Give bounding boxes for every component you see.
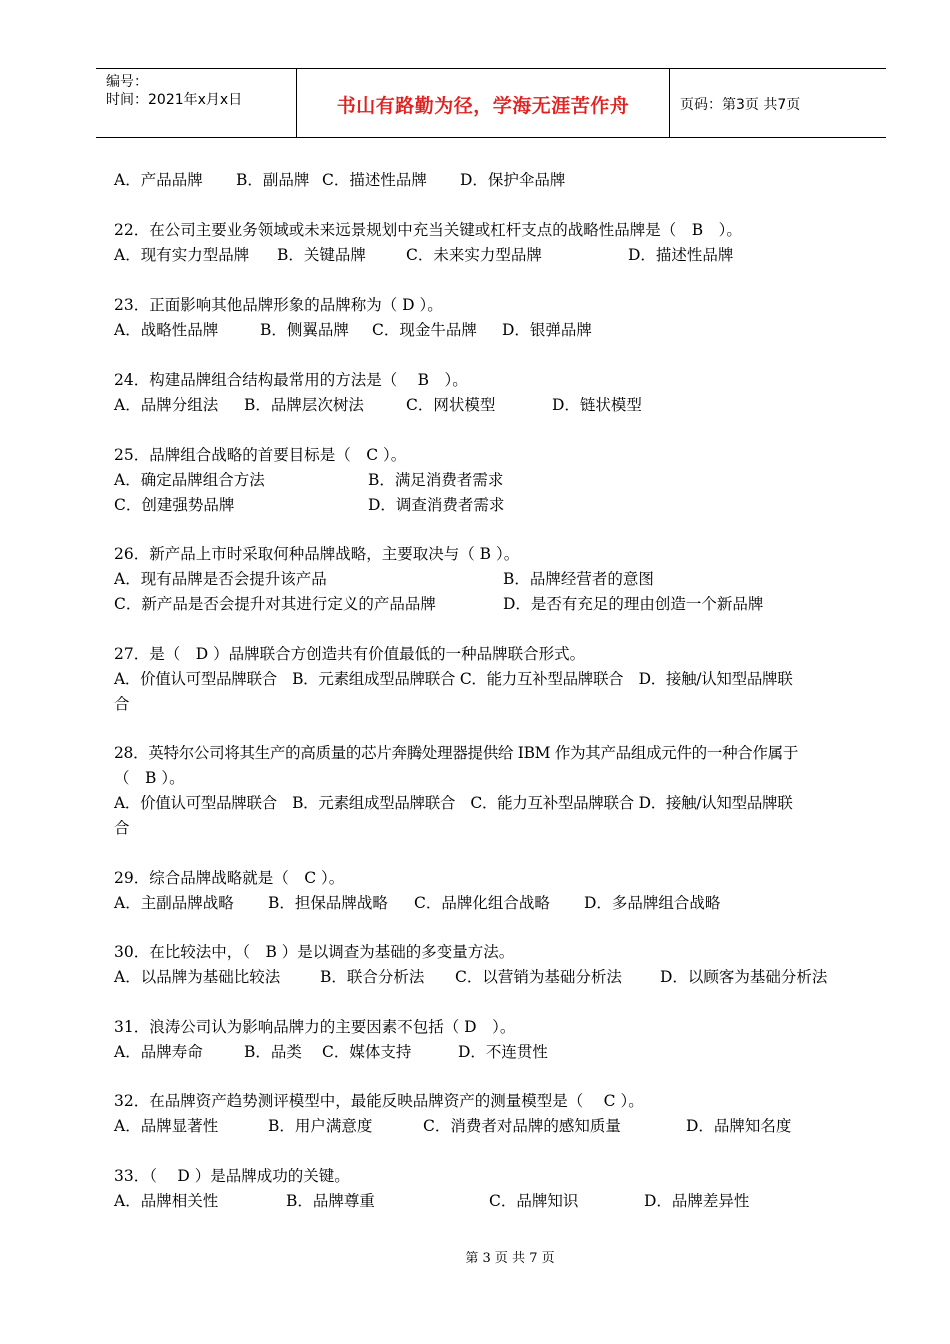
q22-option-d: D．描述性品牌 [628, 246, 734, 264]
q23-option-c: C．现金牛品牌 [372, 321, 477, 339]
q26-stem: 26．新产品上市时采取何种品牌战略，主要取决与（ B ）。 [114, 545, 520, 563]
q26-option-c: C．新产品是否会提升对其进行定义的产品品牌 [114, 595, 436, 613]
q33-option-d: D．品牌差异性 [644, 1192, 750, 1210]
q24-option-d: D．链状模型 [552, 396, 642, 414]
q29-option-c: C．品牌化组合战略 [414, 894, 550, 912]
q29-option-b: B．担保品牌战略 [268, 894, 388, 912]
q31-option-b: B．品类 [244, 1043, 302, 1061]
q29-option-d: D．多品牌组合战略 [584, 894, 721, 912]
q31-option-a: A．品牌寿命 [114, 1043, 203, 1061]
q28-stem: 28．英特尔公司将其生产的高质量的芯片奔腾处理器提供给 IBM 作为其产品组成元件的一种合作属于 [114, 744, 799, 762]
header-page-cell [668, 69, 886, 137]
serial-label: 编号： [106, 74, 148, 90]
q24-option-a: A．品牌分组法 [114, 396, 219, 414]
q31-stem: 31．浪涛公司认为影响品牌力的主要因素不包括（ D ）。 [114, 1018, 516, 1036]
q22-option-b: B．关键品牌 [277, 246, 366, 264]
q24-option-b: B．品牌层次树法 [244, 396, 364, 414]
q26-option-d: D．是否有充足的理由创造一个新品牌 [503, 595, 764, 613]
q24-stem: 24．构建品牌组合结构最常用的方法是（ B ）。 [114, 371, 468, 389]
q22-option-a: A．现有实力型品牌 [114, 246, 250, 264]
q31-option-c: C．媒体支持 [322, 1043, 412, 1061]
q28-options: A．价值认可型品牌联合 B．元素组成型品牌联合 C．能力互补型品牌联合 D．接触/认知型品牌联 [114, 794, 793, 812]
header-motto: 书山有路勤为径，学海无涯苦作舟 [336, 95, 630, 117]
q30-option-d: D．以顾客为基础分析法 [660, 968, 828, 986]
q26-option-a: A．现有品牌是否会提升该产品 [114, 570, 327, 588]
q33-option-b: B．品牌尊重 [286, 1192, 375, 1210]
q30-option-a: A．以品牌为基础比较法 [114, 968, 281, 986]
q29-option-a: A．主副品牌战略 [114, 894, 234, 912]
q30-option-c: C．以营销为基础分析法 [455, 968, 622, 986]
q27-stem: 27．是（ D ）品牌联合方创造共有价值最低的一种品牌联合形式。 [114, 645, 586, 663]
q21-option-d: D．保护伞品牌 [460, 171, 566, 189]
page-footer: 第 3 页 共 7 页 [465, 1251, 555, 1266]
q32-option-a: A．品牌显著性 [114, 1117, 219, 1135]
q21-option-a: A．产品品牌 [114, 171, 203, 189]
q33-option-c: C．品牌知识 [489, 1192, 579, 1210]
q25-option-c: C．创建强势品牌 [114, 496, 235, 514]
q25-option-a: A．确定品牌组合方法 [114, 471, 265, 489]
q32-option-d: D．品牌知名度 [686, 1117, 792, 1135]
q33-stem: 33．（ D ）是品牌成功的关键。 [114, 1167, 350, 1185]
q21-option-c: C．描述性品牌 [322, 171, 427, 189]
q31-option-d: D．不连贯性 [458, 1043, 548, 1061]
q25-option-d: D．调查消费者需求 [368, 496, 505, 514]
q29-stem: 29．综合品牌战略就是（ C ）。 [114, 869, 345, 887]
q22-option-c: C．未来实力型品牌 [406, 246, 542, 264]
q23-option-b: B．侧翼品牌 [260, 321, 349, 339]
q33-option-a: A．品牌相关性 [114, 1192, 219, 1210]
q32-option-c: C．消费者对品牌的感知质量 [423, 1117, 621, 1135]
page-header [96, 68, 886, 138]
header-motto-cell [296, 69, 670, 137]
q26-option-b: B．品牌经营者的意图 [503, 570, 654, 588]
q24-option-c: C．网状模型 [406, 396, 496, 414]
q25-stem: 25．品牌组合战略的首要目标是（ C ）。 [114, 446, 407, 464]
time-label: 时间：2021年x月x日 [106, 92, 243, 108]
q23-stem: 23．正面影响其他品牌形象的品牌称为（ D ）。 [114, 296, 443, 314]
q23-option-d: D．银弹品牌 [502, 321, 592, 339]
q27-options: A．价值认可型品牌联合 B．元素组成型品牌联合 C．能力互补型品牌联合 D．接触/认知型品牌联 [114, 670, 793, 688]
header-meta [96, 69, 296, 137]
q23-option-a: A．战略性品牌 [114, 321, 219, 339]
q22-stem: 22．在公司主要业务领域或未来远景规划中充当关键或杠杆支点的战略性品牌是（ B ）。 [114, 221, 742, 239]
q28-options-wrap: 合 [114, 819, 130, 837]
q21-option-b: B．副品牌 [236, 171, 310, 189]
header-page-info: 页码：第3页 共7页 [680, 97, 801, 113]
q28-stem-wrap: （ B ）。 [114, 769, 185, 787]
q32-stem: 32．在品牌资产趋势测评模型中，最能反映品牌资产的测量模型是（ C ）。 [114, 1092, 644, 1110]
q30-option-b: B．联合分析法 [320, 968, 425, 986]
q32-option-b: B．用户满意度 [268, 1117, 373, 1135]
q30-stem: 30．在比较法中，（ B ）是以调查为基础的多变量方法。 [114, 943, 515, 961]
q27-options-wrap: 合 [114, 695, 130, 713]
q25-option-b: B．满足消费者需求 [368, 471, 504, 489]
